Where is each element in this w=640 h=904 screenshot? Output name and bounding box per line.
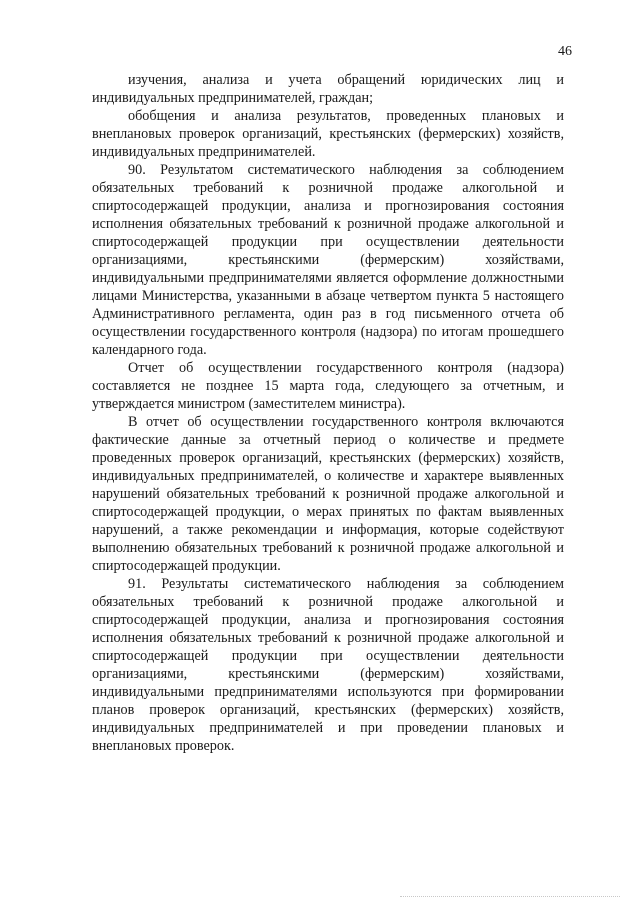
paragraph-report-deadline: Отчет об осуществлении государственного контроля (надзора) составляется не позднее 15 марта года, следующего за отчетным, и утверждается министром (заместителем министра). (92, 360, 564, 412)
paragraph-clause-90: 90. Результатом систематического наблюдения за соблюдением обязательных требований к розничной продаже алкогольной и спиртосодержащей продукции, анализа и прогнозирования состояния исполнения обязательных требований к розничной продаже алкогольной и спиртосодержащей продукции при осуществлении деятельности организациями, крестьянскими (фермерским) хозяйствами, индивидуальными предпринимателями является оформление должностными лицами Министерства, указанными в абзаце четвертом пункта 5 настоящего Административного регламента, один раз в год письменного отчета об осуществлении государственного контроля (надзора) по итогам прошедшего календарного года. (92, 162, 564, 358)
paragraph-study-appeals: изучения, анализа и учета обращений юридических лиц и индивидуальных предпринимателей, граждан; (92, 72, 564, 106)
paragraph-report-contents: В отчет об осуществлении государственного контроля включаются фактические данные за отчетный период о количестве и предмете проведенных проверок организаций, крестьянских (фермерских) хозяйств, индивидуальных предпринимателей, о количестве и характере выявленных нарушений обязательных требований к розничной продаже алкогольной и спиртосодержащей продукции, о мерах принятых по фактам выявленных нарушений, а также рекомендации и информация, которые содействуют выполнению обязательных требований к розничной продаже алкогольной и спиртосодержащей продукции. (92, 414, 564, 574)
paragraph-clause-91: 91. Результаты систематического наблюдения за соблюдением обязательных требований к розничной продаже алкогольной и спиртосодержащей продукции, анализа и прогнозирования состояния исполнения обязательных требований к розничной продаже алкогольной и спиртосодержащей продукции при осуществлении деятельности организациями, крестьянскими (фермерским) хозяйствами, индивидуальными предпринимателями используются при формировании планов проверок организаций, крестьянских (фермерских) хозяйств, индивидуальных предпринимателей и при проведении плановых и внеплановых проверок. (92, 576, 564, 754)
scan-edge-mark (400, 896, 620, 900)
page-number: 46 (558, 44, 572, 59)
paragraph-generalization: обобщения и анализа результатов, проведенных плановых и внеплановых проверок организаций, крестьянских (фермерских) хозяйств, индивидуальных предпринимателей. (92, 108, 564, 160)
document-body (92, 71, 564, 755)
